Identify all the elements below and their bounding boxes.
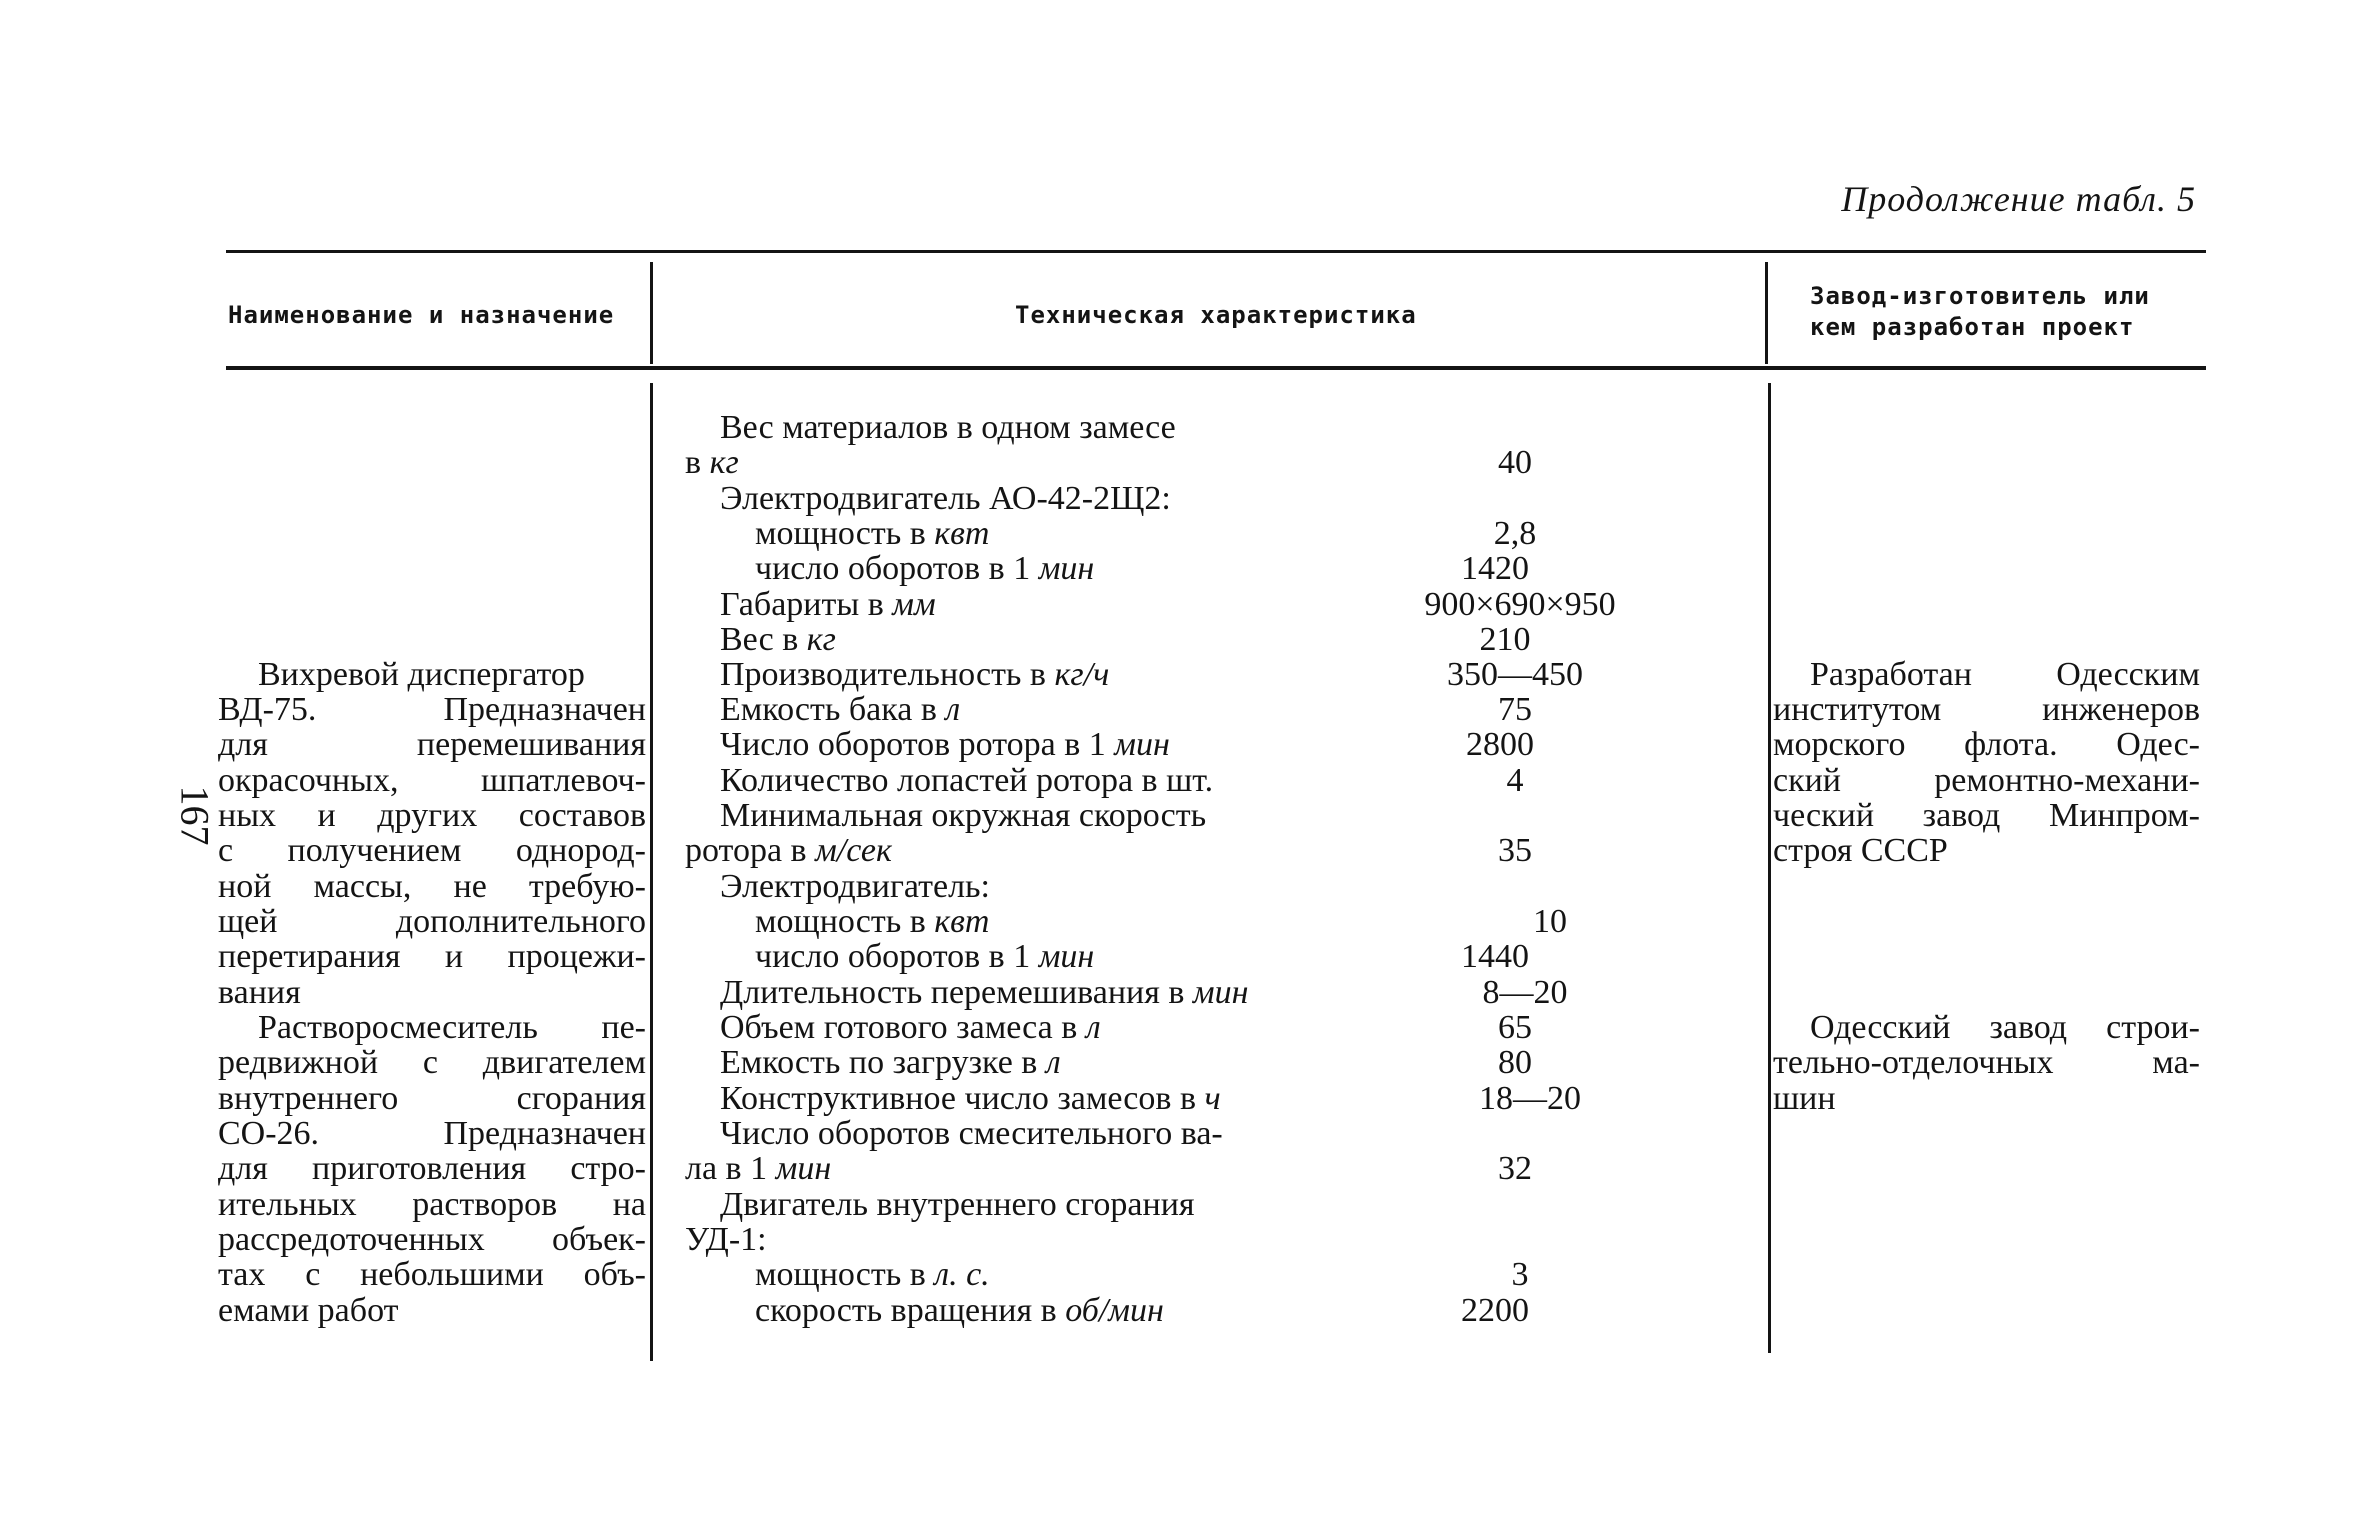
- tech-value: 32: [1498, 1150, 1532, 1187]
- tech-value: 1440: [1461, 938, 1529, 975]
- left-line: ной массы, не требую-: [218, 868, 646, 905]
- maker-line: ческий завод Минпром-: [1773, 797, 2200, 834]
- tech-value: 900×690×950: [1424, 586, 1616, 623]
- maker-line: строя СССР: [1773, 832, 1948, 869]
- left-line: Вихревой диспергатор: [258, 656, 585, 693]
- tech-label: Емкость бака в л: [720, 691, 961, 728]
- header-maker-1: Завод-изготовитель или: [1810, 282, 2150, 310]
- page-number: 167: [172, 785, 218, 846]
- tech-label: Производительность в кг/ч: [720, 656, 1110, 693]
- column-divider-right-body: [1768, 383, 1771, 1353]
- left-line: ных и других составов: [218, 797, 646, 834]
- header-name: Наименование и назначение: [228, 301, 615, 329]
- tech-label: Объем готового замеса в л: [720, 1009, 1101, 1046]
- maker-line: морского флота. Одес-: [1773, 726, 2200, 763]
- tech-value: 2200: [1461, 1292, 1529, 1329]
- tech-label: Электродвигатель АО-42-2Щ2:: [720, 480, 1171, 517]
- tech-value: 2800: [1466, 726, 1534, 763]
- column-divider-left: [650, 262, 653, 364]
- maker-line: Разработан Одесским: [1810, 656, 2200, 693]
- tech-value: 10: [1533, 903, 1567, 940]
- tech-value: 18—20: [1479, 1080, 1581, 1117]
- left-line: окрасочных, шпатлевоч-: [218, 762, 646, 799]
- tech-label: ла в 1 мин: [685, 1150, 832, 1187]
- left-line: рассредоточенных объек-: [218, 1221, 646, 1258]
- tech-label: Длительность перемешивания в мин: [720, 974, 1249, 1011]
- table-caption: Продолжение табл. 5: [1841, 179, 2196, 219]
- left-line: внутреннего сгорания: [218, 1080, 646, 1117]
- header-bottom-rule: [226, 366, 2206, 370]
- tech-value: 350—450: [1447, 656, 1583, 693]
- left-line: перетирания и процежи-: [218, 938, 646, 975]
- tech-label: мощность в квт: [755, 903, 990, 940]
- tech-label: Вес материалов в одном замесе: [720, 409, 1176, 446]
- left-line: щей дополнительного: [218, 903, 646, 940]
- tech-label: Минимальная окружная скорость: [720, 797, 1207, 834]
- tech-label: Число оборотов ротора в 1 мин: [720, 726, 1170, 763]
- left-line: Растворосмеситель пе-: [258, 1009, 646, 1046]
- left-line: с получением однород-: [218, 832, 646, 869]
- tech-value: 75: [1498, 691, 1532, 728]
- maker-line: институтом инженеров: [1773, 691, 2200, 728]
- tech-value: 65: [1498, 1009, 1532, 1046]
- maker-line: ский ремонтно-механи-: [1773, 762, 2200, 799]
- tech-label: число оборотов в 1 мин: [755, 938, 1095, 975]
- tech-label: Конструктивное число замесов в ч: [720, 1080, 1221, 1117]
- top-rule: [226, 250, 2206, 253]
- column-divider-left-body: [650, 383, 653, 1361]
- tech-value: 2,8: [1493, 515, 1537, 552]
- left-line: для перемешивания: [218, 726, 646, 763]
- tech-label: Число оборотов смесительного ва-: [720, 1115, 1223, 1152]
- left-line: редвижной с двигателем: [218, 1044, 646, 1081]
- header-tech: Техническая характеристика: [1015, 301, 1417, 329]
- tech-label: мощность в л. с.: [755, 1256, 990, 1293]
- tech-value: 210: [1479, 621, 1531, 658]
- tech-label: скорость вращения в об/мин: [755, 1292, 1164, 1329]
- header-maker-2: кем разработан проект: [1810, 313, 2135, 341]
- tech-label: Электродвигатель:: [720, 868, 990, 905]
- left-line: для приготовления стро-: [218, 1150, 646, 1187]
- tech-label: в кг: [685, 444, 739, 481]
- tech-label: мощность в квт: [755, 515, 990, 552]
- left-line: емами работ: [218, 1292, 399, 1329]
- left-line: ВД-75. Предназначен: [218, 691, 646, 728]
- left-line: вания: [218, 974, 301, 1011]
- tech-label: УД-1:: [685, 1221, 767, 1258]
- tech-label: Габариты в мм: [720, 586, 936, 623]
- maker-line: тельно-отделочных ма-: [1773, 1044, 2200, 1081]
- tech-label: число оборотов в 1 мин: [755, 550, 1095, 587]
- tech-value: 1420: [1461, 550, 1529, 587]
- tech-value: 4: [1506, 762, 1524, 799]
- tech-label: Емкость по загрузке в л: [720, 1044, 1061, 1081]
- tech-value: 3: [1511, 1256, 1529, 1293]
- tech-value: 80: [1498, 1044, 1532, 1081]
- tech-label: Двигатель внутреннего сгорания: [720, 1186, 1195, 1223]
- tech-value: 35: [1498, 832, 1532, 869]
- left-line: СО-26. Предназначен: [218, 1115, 646, 1152]
- tech-label: Вес в кг: [720, 621, 836, 658]
- left-line: тах с небольшими объ-: [218, 1256, 646, 1293]
- tech-value: 40: [1498, 444, 1532, 481]
- column-divider-right: [1765, 262, 1768, 364]
- tech-label: ротора в м/сек: [685, 832, 892, 869]
- tech-value: 8—20: [1482, 974, 1568, 1011]
- left-line: ительных растворов на: [218, 1186, 646, 1223]
- maker-line: Одесский завод строи-: [1810, 1009, 2200, 1046]
- tech-label: Количество лопастей ротора в шт.: [720, 762, 1214, 799]
- maker-line: шин: [1773, 1080, 1836, 1117]
